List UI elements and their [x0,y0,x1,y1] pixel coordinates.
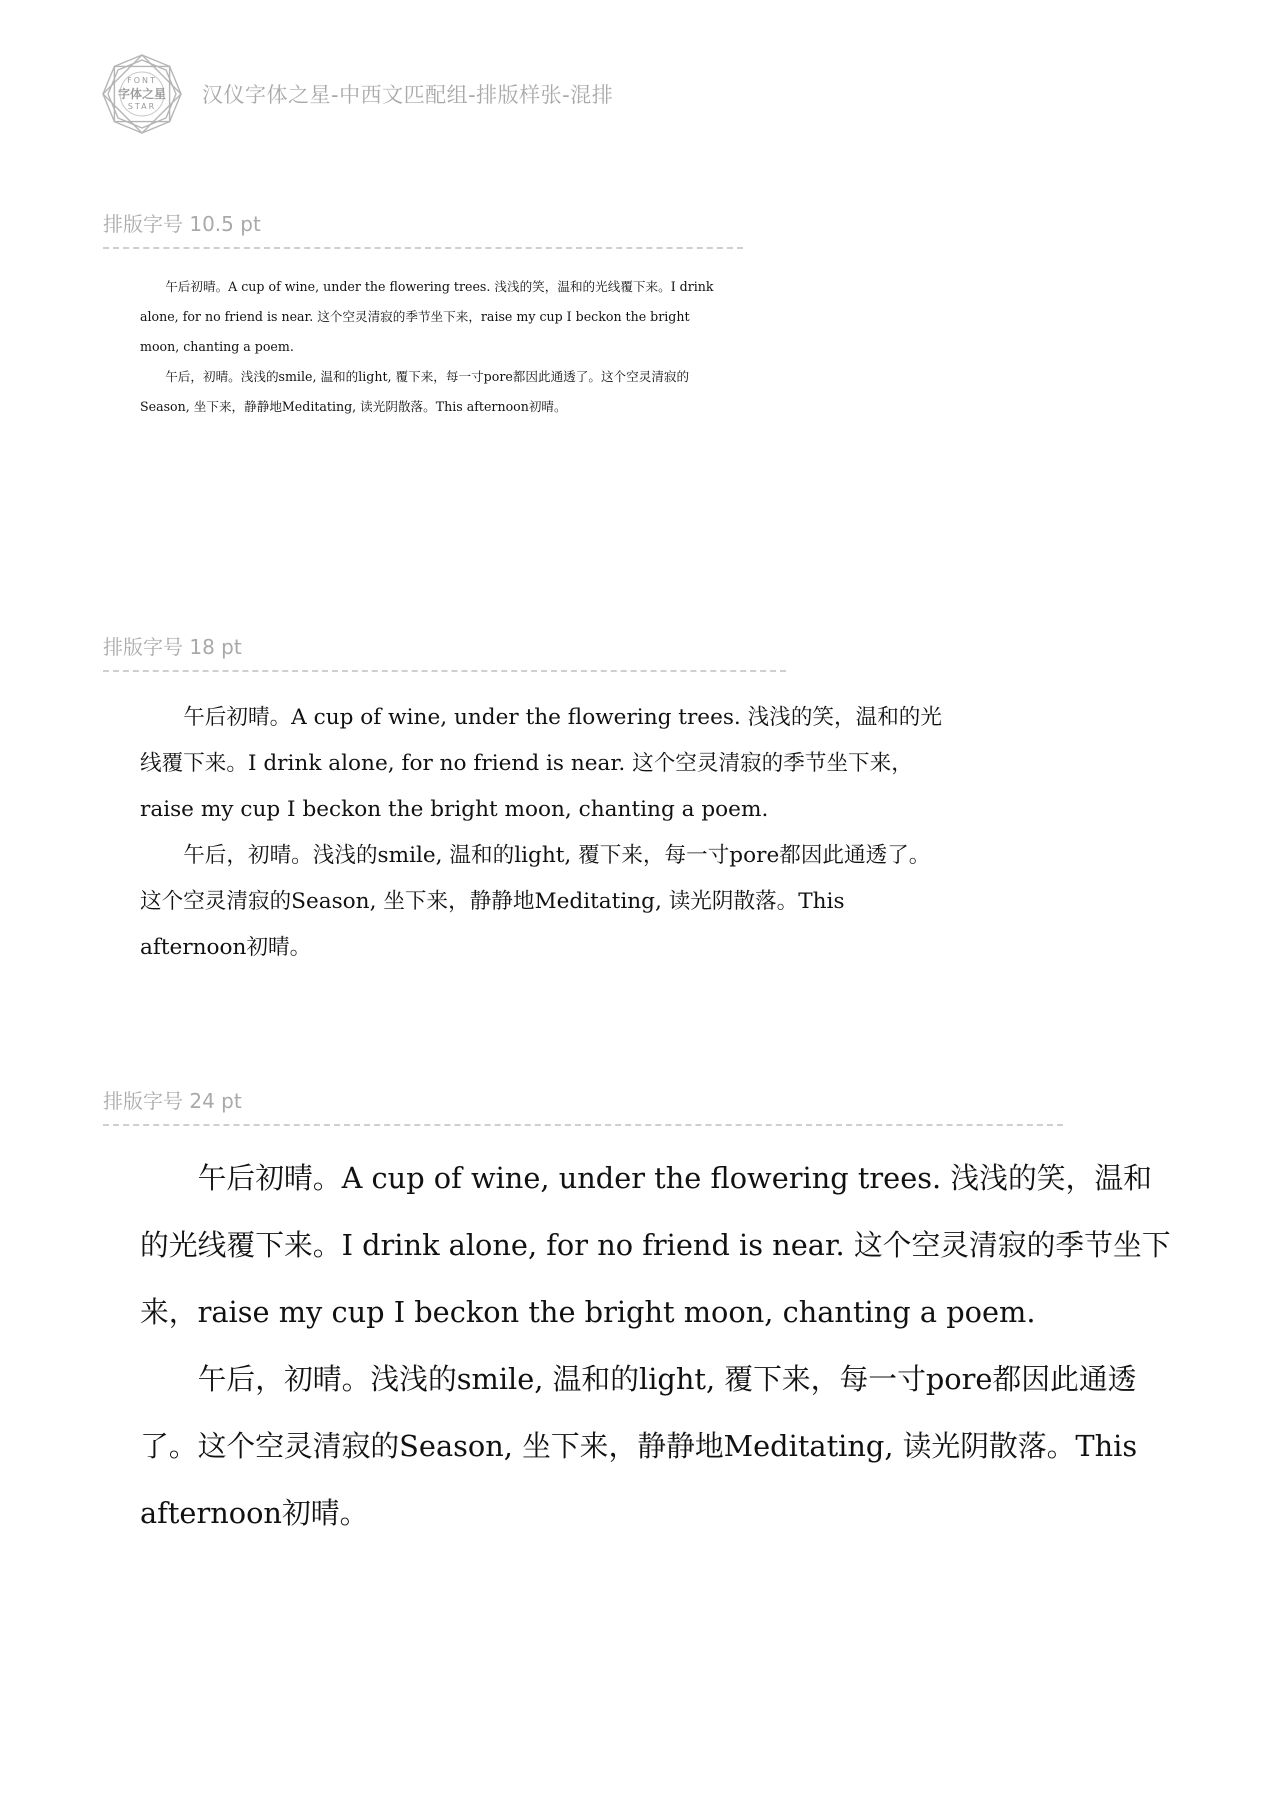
page-header [100,52,613,136]
section-label-18pt: 排版字号 18 pt [103,635,242,659]
sample-paragraph: 午后，初晴。浅浅的smile, 温和的light, 覆下来，每一寸pore都因此通透了。这个空灵清寂的Season, 坐下来，静静地Meditating, 读光阴散落。This afternoon初晴。 [140,1362,1138,1530]
logo-top-text: FONT [127,76,157,85]
section-divider [103,247,743,249]
section-divider [103,670,786,672]
logo-main-text: 字体之星 [117,87,166,101]
logo-text-group [100,52,184,136]
sample-paragraph: 午后，初晴。浅浅的smile, 温和的light, 覆下来，每一寸pore都因此通透了。这个空灵清寂的Season, 坐下来，静静地Meditating, 读光阴散落。This afternoon初晴。 [140,843,931,960]
sample-paragraph: 午后初晴。A cup of wine, under the flowering trees. 浅浅的笑，温和的光线覆下来。I drink alone, for no friend is near. 这个空灵清寂的季节坐下来，raise my cup I beckon the bright moon, chanting a poem. [140,705,942,822]
logo-bottom-text: STAR [127,102,157,111]
page-title: 汉仪字体之星-中西文匹配组-排版样张-混排 [202,83,614,107]
sample-text-24pt [140,1145,1180,1547]
section-label-10-5pt: 排版字号 10.5 pt [103,212,261,236]
sample-paragraph: 午后，初晴。浅浅的smile, 温和的light, 覆下来，每一寸pore都因此通透了。这个空灵清寂的Season, 坐下来，静静地Meditating, 读光阴散落。This afternoon初晴。 [140,369,690,414]
section-divider [103,1124,1063,1126]
sample-text-18pt [140,695,950,971]
sample-paragraph: 午后初晴。A cup of wine, under the flowering trees. 浅浅的笑，温和的光线覆下来。I drink alone, for no friend is near. 这个空灵清寂的季节坐下来，raise my cup I beckon the bright moon, chanting a poem. [140,279,714,354]
section-label-24pt: 排版字号 24 pt [103,1089,242,1113]
sample-text-10-5pt [140,272,730,422]
font-star-logo [100,52,184,136]
sample-paragraph: 午后初晴。A cup of wine, under the flowering trees. 浅浅的笑，温和的光线覆下来。I drink alone, for no friend is near. 这个空灵清寂的季节坐下来，raise my cup I beckon the bright moon, chanting a poem. [140,1161,1171,1329]
